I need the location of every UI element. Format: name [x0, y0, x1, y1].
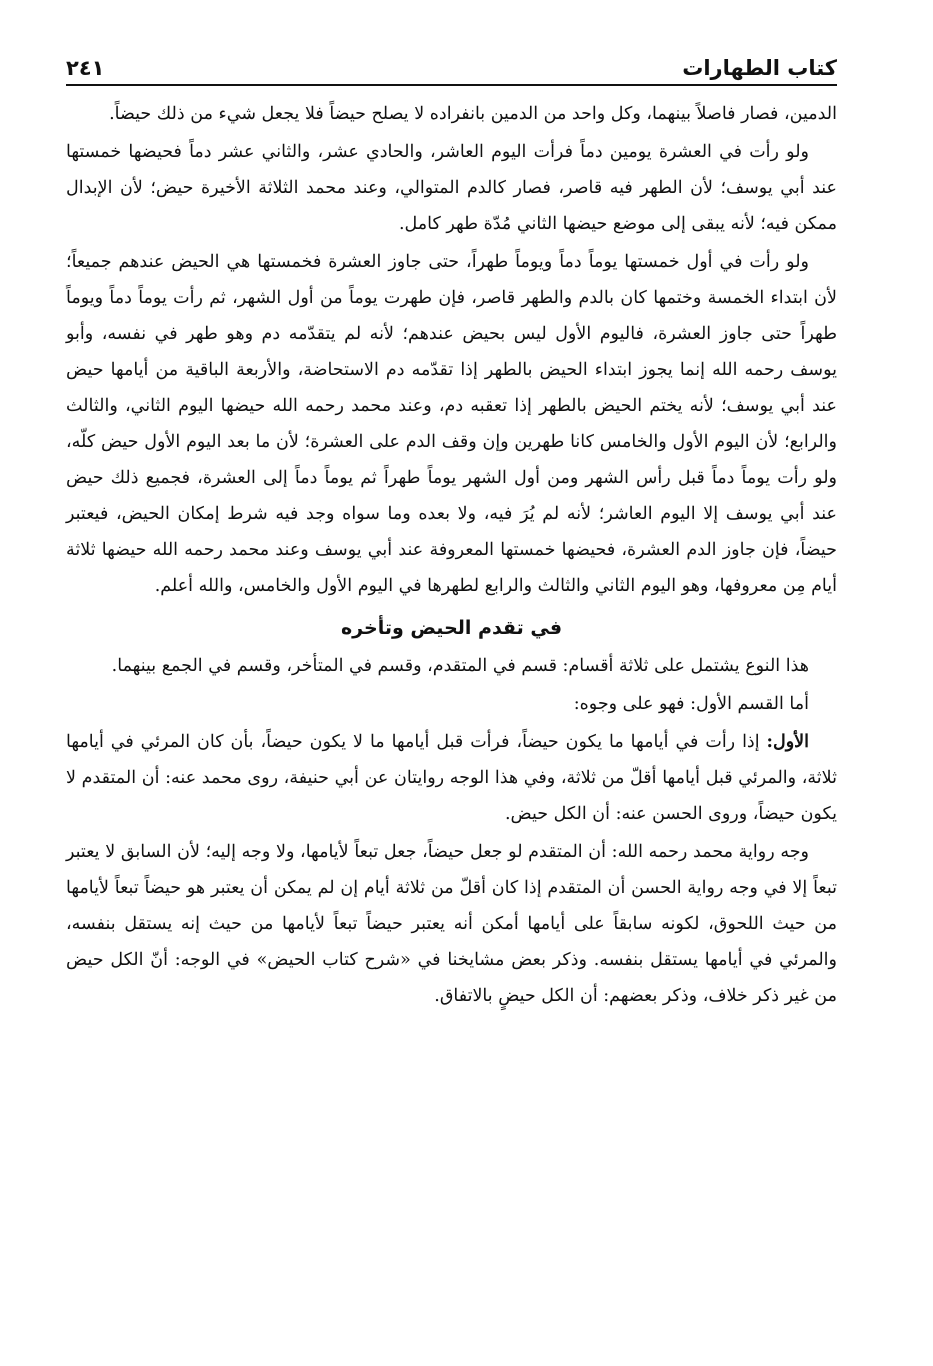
page-number: ٢٤١ — [66, 56, 105, 80]
paragraph-continuation: الدمين، فصار فاصلاً بينهما، وكل واحد من الدمين بانفراده لا يصلح حيضاً فلا يجعل شيء من ذلك حيضاً. — [109, 104, 837, 124]
paragraph-muhammad-narration: وجه رواية محمد رحمه الله: أن المتقدم لو جعل حيضاً، جعل تبعاً لأيامها، ولا وجه إليه؛ لأن السابق لا يعتبر تبعاً إلا في وجه رواية الحسن أن المتقدم إذا كان أقلّ من ثلاثة أيام إن لم يمكن أن يعتبر هو حيضاً تبعاً لأيامها من حيث اللحوق، لكونه سابقاً على أيامها أمكن أنه يعتبر حيضاً تبعاً لأيامها من حيث إنه يستقل بنفسه، والمرئي في أيامها يستقل بنفسه. وذكر بعض مشايخنا في «شرح كتاب الحيض» في الوجه: أنّ الكل حيض من غير ذكر خلاف، وذكر بعضهم: أن الكل حيضٍ بالاتفاق. — [66, 842, 837, 1006]
paragraph-five-days: ولو رأت في أول خمستها يوماً دماً ويوماً طهراً، حتى جاوز العشرة فخمستها هي الحيض عندهم جميعاً؛ لأن ابتداء الخمسة وختمها كان بالدم والطهر قاصر، فإن طهرت يوماً من أول الشهر، ثم رأت يوماً دماً ويوماً طهراً حتى جاوز العشرة، فاليوم الأول ليس بحيض عندهم؛ لأنه لم يتقدّمه دم وهو طهر في نفسه، وأبو يوسف رحمه الله إنما يجوز ابتداء الحيض بالطهر إذا تقدّمه دم الاستحاضة، والأربعة الباقية من أيامها حيض عند أبي يوسف؛ لأنه يختم الحيض بالطهر إذا تعقبه دم، وعند محمد رحمه الله حيضها اليوم الثاني، والثالث والرابع؛ لأن اليوم الأول والخامس كانا طهرين وإن وقف الدم على العشرة؛ لأن ما بعد اليوم الأول حيض كلّه، ولو رأت يوماً دماً قبل رأس الشهر ومن أول الشهر يوماً طهراً ثم يوماً دماً إلى العشرة، فجميع ذلك حيض عند أبي يوسف إلا اليوم العاشر؛ لأنه لم يُرَ فيه، ولا بعده وما سواه وجد فيه شرط إمكان الحيض، فيعتبر حيضاً، فإن جاوز الدم العشرة، فحيضها خمستها المعروفة عند أبي يوسف وعند محمد رحمه الله حيضها ثلاثة أيام مِن معروفها، وهو اليوم الثاني والثالث والرابع لطهرها في اليوم الأول والخامس، والله أعلم. — [66, 252, 837, 596]
section-heading: في تقدم الحيض وتأخره — [340, 617, 563, 639]
first-case-lead: الأول: — [766, 732, 809, 752]
paragraph-first-case — [66, 724, 837, 832]
body-text — [66, 96, 837, 1014]
paragraph-first-part: أما القسم الأول: فهو على وجوه: — [573, 694, 809, 714]
running-header — [66, 40, 837, 86]
paragraph-section-intro: هذا النوع يشتمل على ثلاثة أقسام: قسم في المتقدم، وقسم في المتأخر، وقسم في الجمع بينهما. — [111, 656, 809, 676]
book-page — [66, 40, 837, 1346]
book-title: كتاب الطهارات — [682, 56, 837, 80]
first-case-text: إذا رأت في أيامها ما يكون حيضاً، فرأت قبل أيامها ما لا يكون حيضاً، بأن كان المرئي في أيامها ثلاثة، والمرئي قبل أيامها أقلّ من ثلاثة، وفي هذا الوجه روايتان عن أبي حنيفة، روى محمد عنه: أن المتقدم لا يكون حيضاً، وروى الحسن عنه: أن الكل حيض. — [66, 732, 837, 824]
paragraph-ten-days: ولو رأت في العشرة يومين دماً فرأت اليوم العاشر، والحادي عشر، والثاني عشر دماً فحيضها خمستها عند أبي يوسف؛ لأن الطهر فيه قاصر، فصار كالدم المتوالي، وعند محمد الثلاثة الأخيرة حيض؛ لأن الإبدال ممكن فيه؛ لأنه يبقى إلى موضع حيضها الثاني مُدّة طهر كامل. — [66, 142, 837, 234]
